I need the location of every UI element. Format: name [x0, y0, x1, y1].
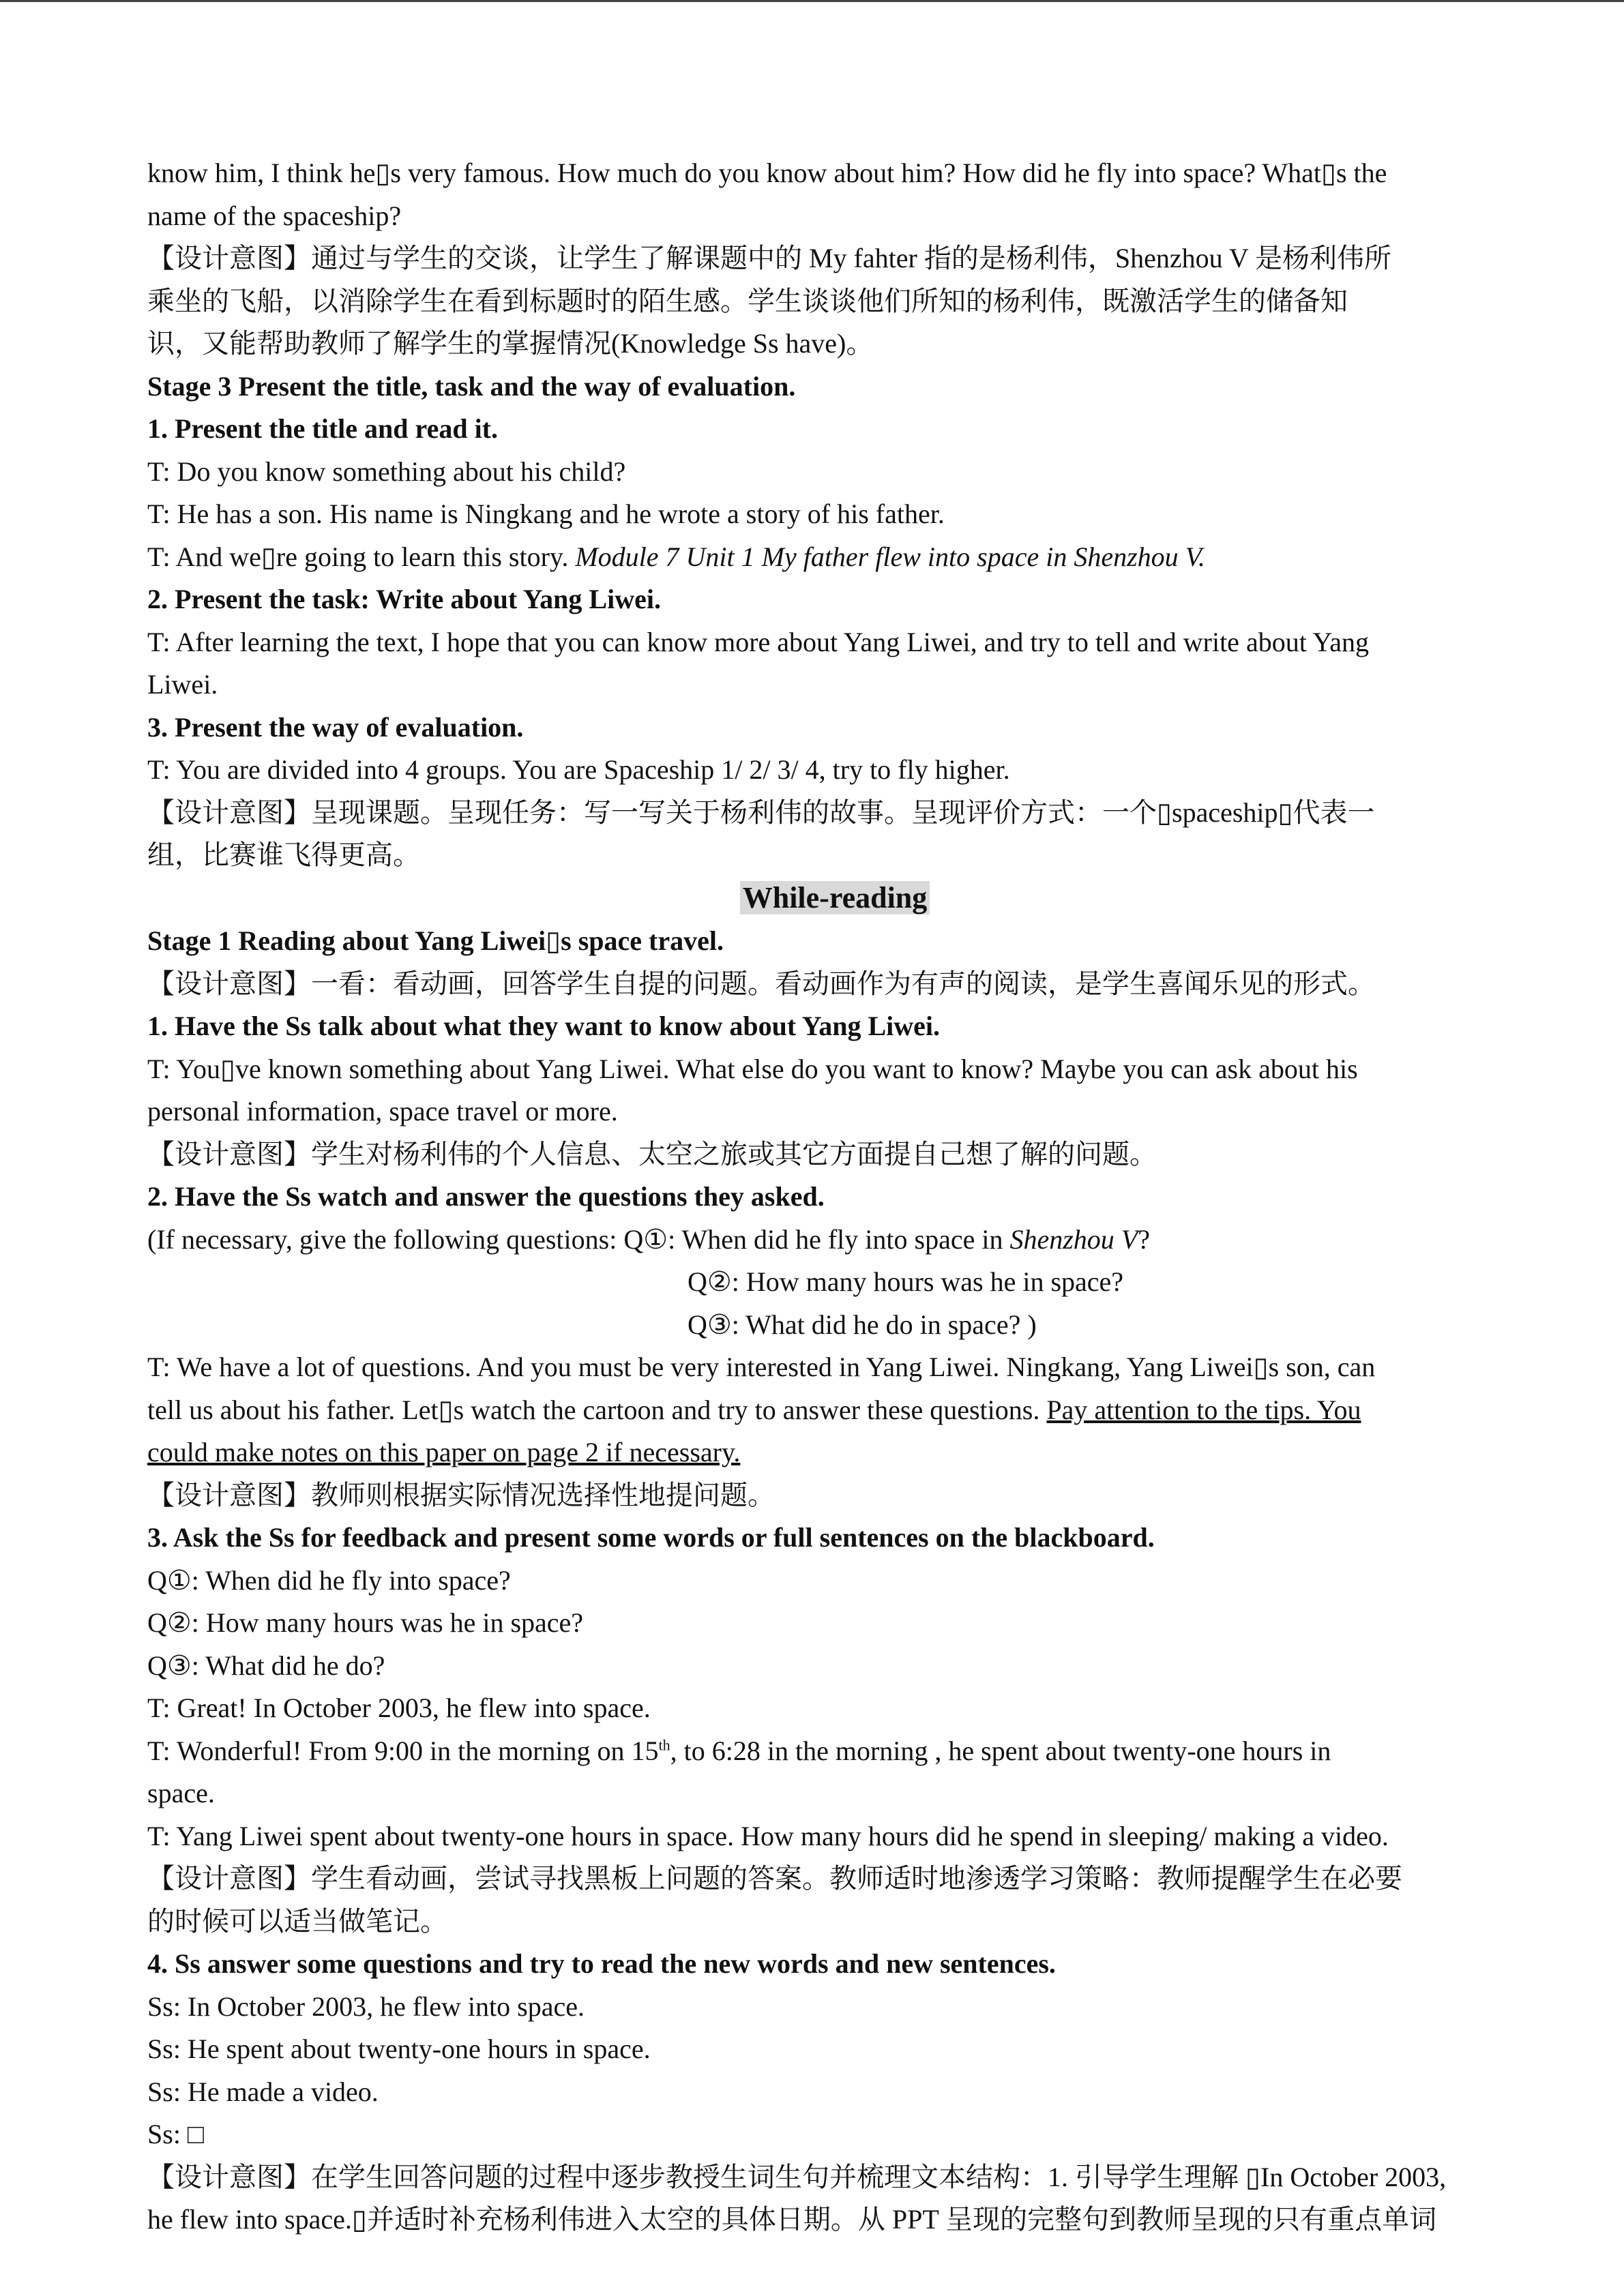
text-span: (If necessary, give the following questions: Q①: When did he fly into space in [147, 1223, 1010, 1255]
text-line: T: You▯ve known something about Yang Liwei. What else do you want to know? Maybe you can ask about his [147, 1053, 1358, 1084]
italic-span: Shenzhou V [1009, 1223, 1138, 1255]
question-line: Q③: What did he do in space? ) [688, 1309, 1037, 1340]
question-line: Q②: How many hours was he in space? [147, 1607, 584, 1638]
design-intent-line: 【设计意图】在学生回答问题的过程中逐步教授生词生句并梳理文本结构：1. 引导学生理解 ▯In October 2003, [147, 2161, 1447, 2192]
text-line [147, 1730, 1522, 1773]
answer-line: Ss: In October 2003, he flew into space. [147, 1991, 585, 2022]
text-line: name of the spaceship? [147, 200, 402, 231]
document-body [147, 152, 1522, 2241]
text-line: T: After learning the text, I hope that you can know more about Yang Liwei, and try to tell and write about Yang [147, 626, 1369, 657]
design-intent-line: 组，比赛谁飞得更高。 [147, 839, 420, 870]
design-intent-line: 识，又能帮助教师了解学生的掌握情况(Knowledge Ss have)。 [147, 328, 874, 359]
section-heading: While-reading [740, 881, 930, 914]
section-heading-line [147, 877, 1522, 921]
text-span: T: Wonderful! From 9:00 in the morning on 15 [147, 1735, 659, 1766]
answer-line: Ss: He spent about twenty-one hours in space. [147, 2033, 651, 2064]
question-line: Q①: When did he fly into space? [147, 1564, 511, 1596]
underlined-tip: could make notes on this paper on page 2 if necessary. [147, 1437, 741, 1467]
stage-heading: Stage 3 Present the title, task and the way of evaluation. [147, 370, 796, 402]
text-line: T: Great! In October 2003, he flew into space. [147, 1693, 651, 1723]
text-line: T: He has a son. His name is Ningkang and he wrote a story of his father. [147, 498, 945, 529]
question-line: Q②: How many hours was he in space? [688, 1266, 1124, 1297]
design-intent-line: 【设计意图】学生对杨利伟的个人信息、太空之旅或其它方面提自己想了解的问题。 [147, 1138, 1157, 1169]
underlined-tip: Pay attention to the tips. You [1046, 1394, 1361, 1425]
stage-heading: Stage 1 Reading about Yang Liwei▯s space travel. [147, 925, 724, 956]
question-line: Q③: What did he do? [147, 1650, 385, 1681]
step-heading: 1. Present the title and read it. [147, 413, 499, 444]
lesson-title: Module 7 Unit 1 My father flew into space in Shenzhou V. [575, 541, 1205, 572]
text-line: T: Do you know something about his child? [147, 456, 626, 487]
design-intent-line: 的时候可以适当做笔记。 [147, 1905, 447, 1937]
text-line: T: You are divided into 4 groups. You are Spaceship 1/ 2/ 3/ 4, try to fly higher. [147, 754, 1010, 785]
text-line: Liwei. [147, 669, 218, 700]
text-span: T: And we▯re going to learn this story. [147, 541, 576, 572]
text-line: T: We have a lot of questions. And you must be very interested in Yang Liwei. Ningkang, Yang Liwei▯s son, can [147, 1352, 1376, 1382]
step-heading: 3. Ask the Ss for feedback and present some words or full sentences on the blackboard. [147, 1522, 1155, 1553]
text-span: , to 6:28 in the morning , he spent about twenty-one hours in [670, 1735, 1331, 1766]
text-line: personal information, space travel or more. [147, 1096, 618, 1127]
text-line: T: Yang Liwei spent about twenty-one hours in space. How many hours did he spend in sleeping/ making a video. [147, 1820, 1389, 1851]
text-line [147, 536, 1522, 579]
step-heading: 2. Have the Ss watch and answer the questions they asked. [147, 1181, 825, 1212]
text-span: tell us about his father. Let▯s watch the cartoon and try to answer these questions. [147, 1394, 1047, 1425]
design-intent-line: 【设计意图】呈现课题。呈现任务：写一写关于杨利伟的故事。呈现评价方式：一个▯spaceship▯代表一 [147, 796, 1375, 828]
question-line [147, 1219, 1522, 1262]
text-line: know him, I think he▯s very famous. How much do you know about him? How did he fly into space? What▯s the [147, 158, 1387, 188]
design-intent-line: he flew into space.▯并适时补充杨利伟进入太空的具体日期。从 PPT 呈现的完整句到教师呈现的只有重点单词 [147, 2204, 1437, 2235]
answer-line: Ss: □ [147, 2119, 205, 2149]
design-intent-line: 【设计意图】通过与学生的交谈，让学生了解课题中的 My fahter 指的是杨利伟，Shenzhou V 是杨利伟所 [147, 243, 1392, 273]
superscript: th [658, 1736, 670, 1754]
design-intent-line: 乘坐的飞船，以消除学生在看到标题时的陌生感。学生谈谈他们所知的杨利伟，既激活学生的储备知 [147, 285, 1348, 316]
step-heading: 2. Present the task: Write about Yang Liwei. [147, 584, 661, 614]
text-line: space. [147, 1778, 215, 1808]
text-span: ? [1138, 1223, 1150, 1255]
text-line [147, 1389, 1522, 1432]
design-intent-line: 【设计意图】一看：看动画，回答学生自提的问题。看动画作为有声的阅读，是学生喜闻乐见的形式。 [147, 968, 1375, 999]
answer-line: Ss: He made a video. [147, 2076, 379, 2107]
step-heading: 4. Ss answer some questions and try to read the new words and new sentences. [147, 1948, 1056, 1979]
step-heading: 1. Have the Ss talk about what they want to know about Yang Liwei. [147, 1011, 940, 1041]
design-intent-line: 【设计意图】教师则根据实际情况选择性地提问题。 [147, 1479, 775, 1510]
step-heading: 3. Present the way of evaluation. [147, 711, 524, 743]
design-intent-line: 【设计意图】学生看动画，尝试寻找黑板上问题的答案。教师适时地渗透学习策略：教师提醒学生在必要 [147, 1863, 1402, 1894]
